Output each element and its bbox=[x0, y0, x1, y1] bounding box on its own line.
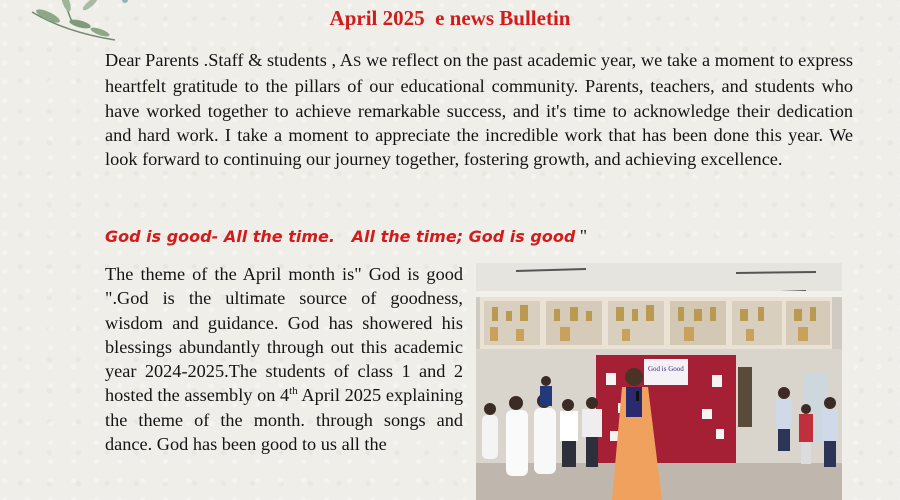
motto-line bbox=[105, 226, 587, 247]
assembly-photo-image bbox=[476, 263, 842, 500]
photo-banner-text: God is Good bbox=[648, 365, 684, 373]
motto-text: God is good- All the time. All the time; God is good bbox=[105, 227, 576, 246]
intro-paragraph bbox=[105, 48, 853, 171]
intro-as-smallcap: S bbox=[352, 54, 362, 70]
theme-text-part2: April 2025 explaining the theme of the month. through songs and dance. God has been good to us all the bbox=[105, 385, 463, 455]
intro-as-capital: A bbox=[339, 50, 353, 70]
intro-body: we reflect on the past academic year, we take a moment to express heartfelt gratitude to the pillars of our educational community. Parents, teachers, and students who have worked together to achieve remarkable success, and it's time to acknowledge their dedication and hard work. I take a moment to appreciate the incredible work that has been done this year. We look forward to continuing our journey together, fostering growth, and achieving excellence. bbox=[105, 50, 853, 170]
theme-paragraph bbox=[105, 262, 463, 456]
assembly-photo bbox=[476, 263, 842, 500]
bulletin-title: April 2025 e news Bulletin bbox=[329, 6, 571, 30]
theme-text-part1: The theme of the April month is" God is good ".God is the ultimate source of goodness, wisdom and guidance. God has showered his blessings abundantly through out this academic year 2024-2025.The students of class 1 and 2 hosted the assembly on 4 bbox=[105, 264, 463, 406]
theme-superscript: th bbox=[289, 385, 298, 398]
motto-quote: " bbox=[575, 226, 588, 246]
intro-greeting: Dear Parents .Staff & students , bbox=[105, 50, 340, 70]
